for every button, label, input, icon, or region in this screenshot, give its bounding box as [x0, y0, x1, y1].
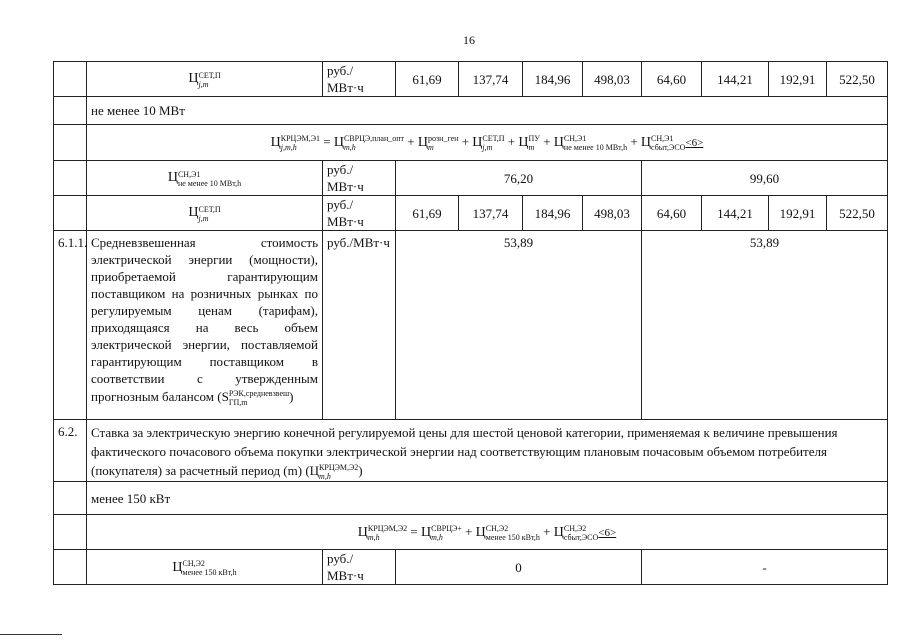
text-line: электрической энергии, поставляемой: [91, 337, 318, 352]
table-row: [54, 231, 888, 420]
page-number: 16: [463, 33, 475, 47]
symbol: Ц: [188, 205, 199, 221]
section-heading: не менее 10 МВт: [87, 97, 888, 125]
subscript: не менее 10 МВт,h: [563, 143, 628, 152]
superscript: СН,Э1: [563, 134, 587, 143]
superscript: СВРЦЭ+: [431, 523, 462, 533]
formula-cell: [87, 62, 323, 97]
value-cell: 522,50: [827, 62, 888, 97]
text-fragment: ): [358, 463, 363, 478]
value-cell: 0: [396, 550, 642, 585]
footnote-ref: <6>: [598, 526, 617, 539]
value-cell: 61,69: [396, 62, 459, 97]
symbol: Ц: [421, 524, 432, 540]
text-line: соответствии с утвержденным: [91, 371, 318, 386]
symbol: Ц: [417, 134, 428, 150]
superscript: СН,Э1: [651, 134, 674, 143]
value-cell: 192,91: [769, 62, 827, 97]
superscript: КРЦЭМ,Э1: [280, 134, 320, 143]
table-row: [54, 550, 888, 585]
symbol: Ц: [553, 134, 564, 150]
operator: =: [410, 523, 418, 539]
unit-cell: руб./ МВт·ч: [323, 196, 396, 231]
symbol: Ц: [475, 524, 486, 540]
empty-cell: [54, 97, 87, 125]
superscript: КРЦЭМ,Э2: [367, 523, 408, 533]
value-cell: 192,91: [769, 196, 827, 231]
symbol: Ц: [188, 71, 199, 87]
symbol: Ц: [270, 134, 281, 150]
superscript: КРЦЭМ,Э2: [319, 463, 359, 473]
text-line: гарантирующим поставщиком в: [91, 354, 318, 369]
unit-cell: руб./ МВт·ч: [323, 161, 396, 196]
table-row: [54, 97, 888, 125]
superscript: СЕТ,П: [198, 70, 221, 80]
text-line: электрической энергии (мощности),: [91, 252, 318, 267]
value-cell: 144,21: [702, 196, 769, 231]
tariff-table: [53, 61, 888, 585]
unit-cell: руб./ МВт·ч: [323, 62, 396, 97]
text-line: приходящаяся на весь объем: [91, 320, 318, 335]
value-cell: 522,50: [827, 196, 888, 231]
operator: +: [543, 523, 551, 539]
empty-cell: [54, 161, 87, 196]
value-cell: 137,74: [459, 196, 523, 231]
table-row: [54, 196, 888, 231]
subscript: менее 150 кВт,h: [485, 532, 540, 542]
table-row: [54, 420, 888, 482]
operator: +: [630, 133, 638, 149]
symbol: Ц: [640, 134, 652, 150]
subscript: j,m: [482, 143, 493, 152]
operator: +: [507, 133, 516, 149]
empty-cell: [54, 550, 87, 585]
subscript: j,m: [198, 79, 209, 89]
superscript: СЕТ,П: [482, 134, 505, 143]
subscript: m,h: [319, 472, 331, 482]
operator: =: [323, 133, 331, 149]
subscript: m,h: [431, 532, 443, 542]
text-line: регулируемым ценам (тарифам),: [91, 303, 318, 318]
table-row: [54, 161, 888, 196]
section-heading: менее 150 кВт: [87, 482, 888, 515]
value-cell: 184,96: [523, 196, 583, 231]
subscript: ГП,m: [228, 398, 248, 408]
subscript: m: [528, 143, 535, 152]
empty-cell: [54, 196, 87, 231]
row-number: 6.1.1.: [54, 231, 87, 420]
value-cell: 53,89: [396, 231, 642, 420]
symbol: Ц: [172, 559, 183, 575]
subscript: j,m,h: [280, 143, 297, 152]
empty-cell: [54, 482, 87, 515]
superscript: СВРЦЭ,план_опт: [343, 134, 405, 143]
superscript: СН,Э1: [177, 169, 201, 179]
superscript: СН,Э2: [485, 523, 509, 533]
table-row: [54, 482, 888, 515]
value-cell: 498,03: [583, 196, 642, 231]
empty-cell: [54, 125, 87, 161]
value-cell: 64,60: [642, 62, 702, 97]
description-cell: [87, 231, 323, 420]
value-cell: 53,89: [642, 231, 888, 420]
symbol: Ц: [333, 134, 344, 150]
text-fragment: Ставка за электрическую энергию конечной регулируемой цены для шестой ценовой категории, применяемая к величине превышения фактического почасового объема покупки электрической энергии над соответствующим плановым почасовым объемом потребителя (покупателя) за расчетный период (m) (Ц: [91, 425, 838, 478]
symbol: Ц: [518, 134, 529, 150]
row-number: 6.2.: [54, 420, 87, 482]
unit-cell: руб./МВт·ч: [323, 231, 396, 420]
formula-row: [87, 515, 888, 550]
superscript: ПУ: [528, 134, 540, 143]
value-cell: 76,20: [396, 161, 642, 196]
text-line: Средневзвешенная стоимость: [91, 235, 318, 250]
subscript: сбыт,ЭСО: [563, 532, 599, 542]
operator: +: [461, 133, 470, 149]
text-line: [91, 387, 318, 407]
operator: +: [465, 523, 473, 539]
value-cell: 64,60: [642, 196, 702, 231]
symbol: Ц: [472, 134, 483, 150]
operator: +: [407, 133, 415, 149]
symbol: Ц: [167, 170, 178, 186]
superscript: СН,Э2: [182, 558, 205, 568]
description-cell: [87, 420, 888, 482]
value-cell: 184,96: [523, 62, 583, 97]
subscript: j,m: [198, 213, 209, 223]
formula-cell: [87, 196, 323, 231]
value-cell: 498,03: [583, 62, 642, 97]
text-fragment: прогнозным балансом (S: [91, 389, 229, 404]
formula-row: [87, 125, 888, 161]
subscript: m,h: [343, 143, 356, 152]
text-line: поставщиком на розничных рынках по: [91, 286, 318, 301]
table-row: [54, 125, 888, 161]
superscript: СЕТ,П: [198, 204, 221, 214]
empty-cell: [54, 62, 87, 97]
operator: +: [543, 133, 551, 149]
superscript: СН,Э2: [563, 523, 587, 533]
subscript: менее 150 кВт,h: [182, 567, 237, 577]
superscript: РЭК,средневзвеш: [228, 389, 290, 399]
table-row: [54, 62, 888, 97]
subscript: сбыт,ЭСО: [651, 143, 686, 152]
empty-cell: [54, 515, 87, 550]
table-row: [54, 515, 888, 550]
value-cell: 137,74: [459, 62, 523, 97]
footer-divider: [0, 634, 62, 635]
subscript: m,h: [367, 532, 380, 542]
symbol: Ц: [357, 524, 368, 540]
value-cell: -: [642, 550, 888, 585]
footnote-ref: <6>: [685, 136, 704, 149]
value-cell: 144,21: [702, 62, 769, 97]
value-cell: 61,69: [396, 196, 459, 231]
formula-cell: [87, 550, 323, 585]
value-cell: 99,60: [642, 161, 888, 196]
subscript: m: [428, 143, 434, 152]
subscript: не менее 10 МВт,h: [177, 178, 242, 188]
unit-cell: руб./ МВт·ч: [323, 550, 396, 585]
text-line: приобретаемой гарантирующим: [91, 269, 318, 284]
formula-cell: [87, 161, 323, 196]
text-fragment: ): [289, 389, 294, 404]
superscript: розн_ген: [428, 134, 459, 143]
symbol: Ц: [553, 524, 564, 540]
